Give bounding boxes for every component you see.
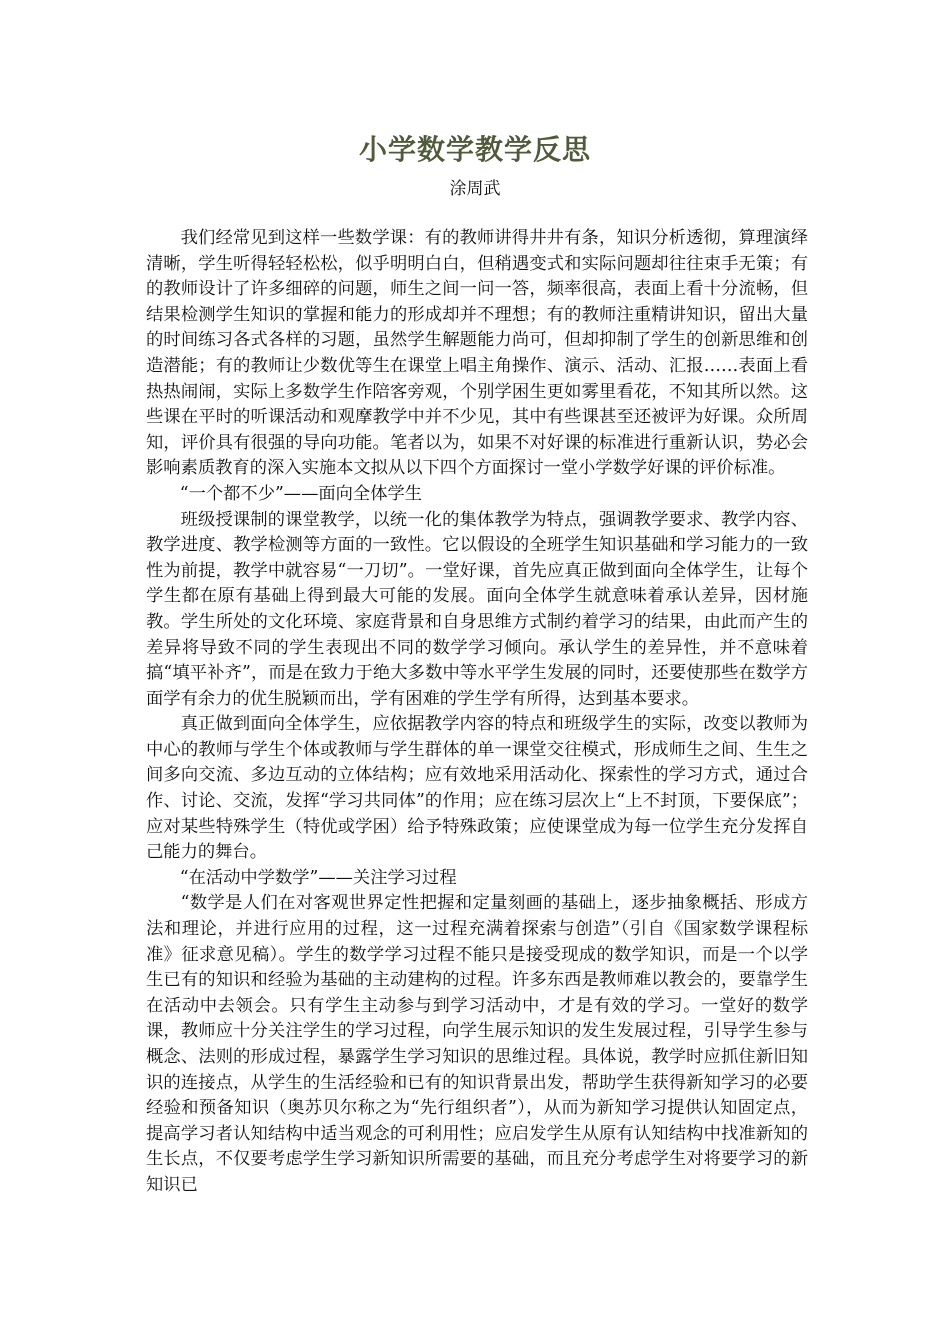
- document-title: 小学数学教学反思: [358, 133, 591, 166]
- body-paragraph: 班级授课制的课堂教学，以统一化的集体教学为特点，强调教学要求、教学内容、教学进度、教学检测等方面的一致性。它以假设的全班学生知识基础和学习能力的一致性为前提，教学中就容易“一刀切”。一堂好课，首先应真正做到面向全体学生，让每个学生都在原有基础上得到最大可能的发展。面向全体学生就意味着承认差异，因材施教。学生所处的文化环境、家庭背景和自身思维方式制约着学习的结果，由此而产生的差异将导致不同的学生表现出不同的数学学习倾向。承认学生的差异性，并不意味着搞“填平补齐”，而是在致力于绝大多数中等水平学生发展的同时，还要使那些在数学方面学有余力的优生脱颖而出，学有困难的学生学有所得，达到基本要求。: [146, 509, 808, 709]
- intro-paragraph: 我们经常见到这样一些数学课：有的教师讲得井井有条，知识分析透彻，算理演绎清晰，学生听得轻轻松松，似乎明明白白，但稍遇变式和实际问题却往往束手无策；有的教师设计了许多细碎的问题，师生之间一问一答，频率很高，表面上看十分流畅，但结果检测学生知识的掌握和能力的形成却并不理想；有的教师注重精讲知识，留出大量的时间练习各式各样的习题，虽然学生解题能力尚可，但却抑制了学生的创新思维和创造潜能；有的教师让少数优等生在课堂上唱主角操作、演示、活动、汇报……表面上看热热闹闹，实际上多数学生作陪客旁观，个别学困生更如雾里看花，不知其所以然。这些课在平时的听课活动和观摩教学中并不少见，其中有些课甚至还被评为好课。众所周知，评价具有很强的导向功能。笔者以为，如果不对好课的标准进行重新认识，势必会影响素质教育的深入实施本文拟从以下四个方面探讨一堂小学数学好课的评价标准。: [146, 228, 808, 479]
- document-author: 涂周武: [449, 179, 501, 199]
- document-body: [146, 226, 808, 1199]
- section-heading-learning-process: “在活动中学数学”——关注学习过程: [179, 867, 457, 888]
- section-heading-all-students: “一个都不少”——面向全体学生: [179, 483, 423, 504]
- body-paragraph: 真正做到面向全体学生，应依据教学内容的特点和班级学生的实际，改变以教师为中心的教师与学生个体或教师与学生群体的单一课堂交往模式，形成师生之间、生生之间多向交流、多边互动的立体结构；应有效地采用活动化、探索性的学习方式，通过合作、讨论、交流，发挥“学习共同体”的作用；应在练习层次上“上不封顶，下要保底”；应对某些特殊学生（特优或学困）给予特殊政策；应使课堂成为每一位学生充分发挥自己能力的舞台。: [146, 714, 808, 863]
- body-paragraph: “数学是人们在对客观世界定性把握和定量刻画的基础上，逐步抽象概括、形成方法和理论，并进行应用的过程，这一过程充满着探索与创造”（引自《国家数学课程标准》征求意见稿）。学生的数学学习过程不能只是接受现成的数学知识，而是一个以学生已有的知识和经验为基础的主动建构的过程。许多东西是教师难以教会的，要靠学生在活动中去领会。只有学生主动参与到学习活动中，才是有效的学习。一堂好的数学课，教师应十分关注学生的学习过程，向学生展示知识的发生发展过程，引导学生参与概念、法则的形成过程，暴露学生学习知识的思维过程。具体说，教学时应抓住新旧知识的连接点，从学生的生活经验和已有的知识背景出发，帮助学生获得新知学习的必要经验和预备知识（奥苏贝尔称之为“先行组织者”），从而为新知学习提供认知固定点，提高学习者认知结构中适当观念的可利用性；应启发学生从原有认知结构中找准新知的生长点，不仅要考虑学生学习新知识所需要的基础，而且充分考虑学生对将要学习的新知识已: [146, 893, 808, 1195]
